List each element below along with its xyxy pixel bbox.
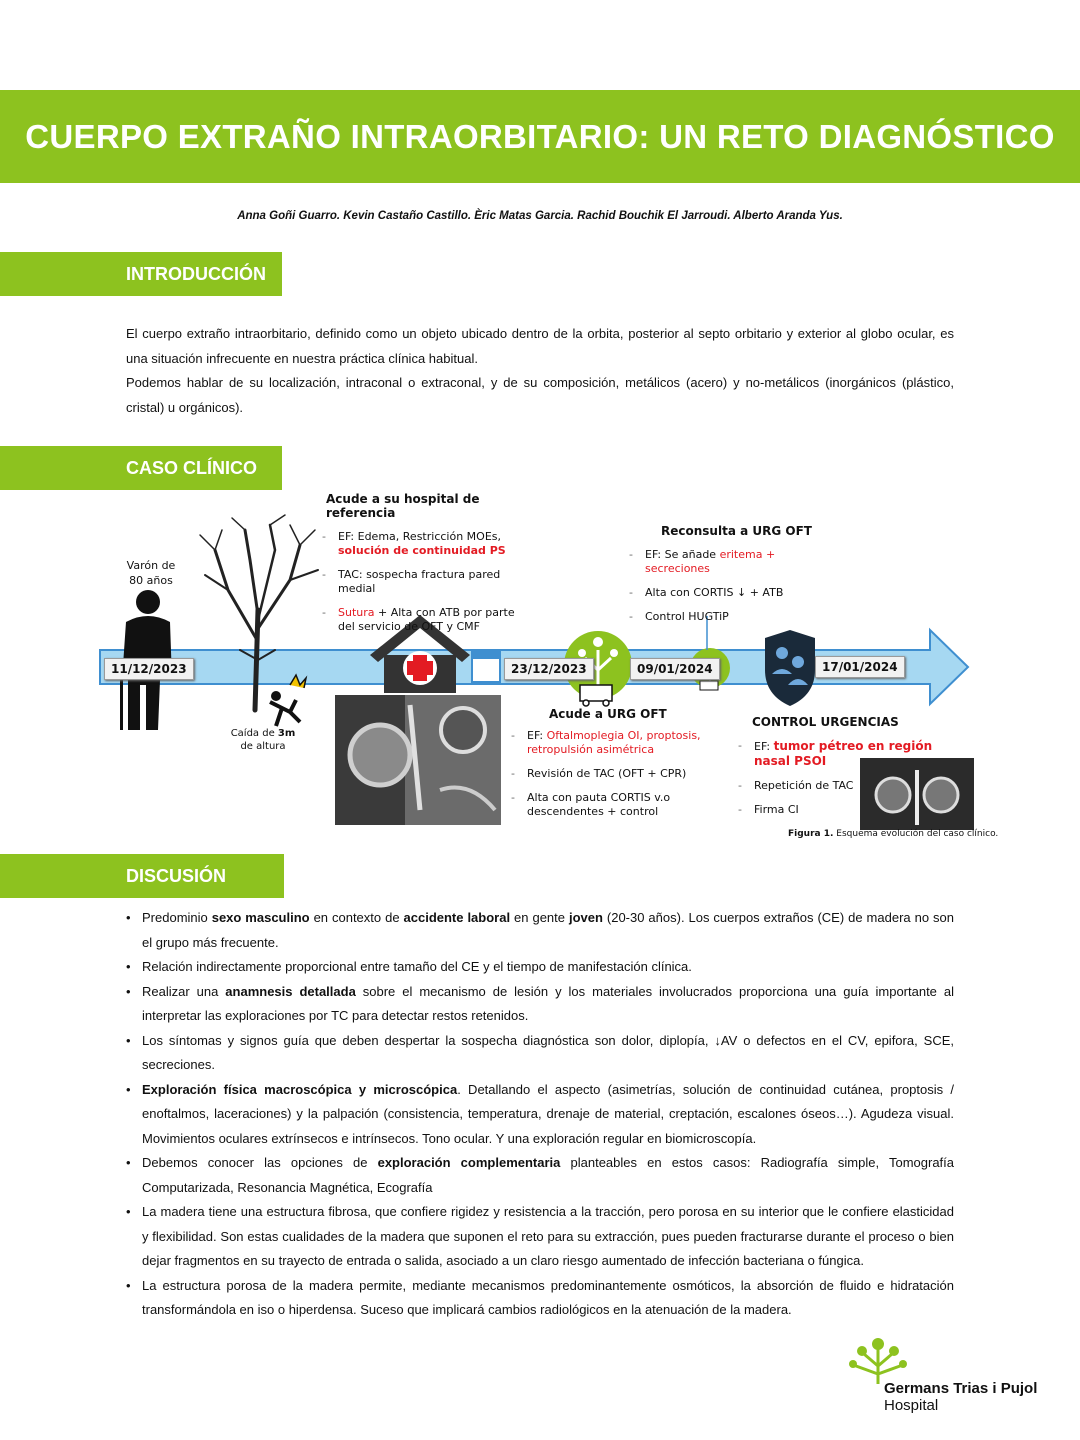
section-heading-caso-clinico: CASO CLÍNICO	[0, 446, 282, 490]
figure-caption: Figura 1. Esquema evolución del caso clínico.	[788, 829, 999, 839]
hospital-logo-icon	[848, 1336, 908, 1384]
poster-title: CUERPO EXTRAÑO INTRAORBITARIO: UN RETO DIAGNÓSTICO	[25, 117, 1055, 155]
hospital-block	[318, 492, 528, 644]
discussion-item: • Exploración física macroscópica y microscópica. Detallando el aspecto (asimetrías, solución de continuidad cutánea, proptosis / enoftalmos, laceraciones) y la palpación (consistencia, temperatura, drenaje de material, creptación, escalones óseos…). Agudeza visual. Movimientos oculares extrínsecos e intrínsecos. Tono ocular. Y una exploración regular en biomicroscopía.	[126, 1078, 954, 1152]
control-item-3: - Firma CI	[734, 803, 864, 817]
intro-text	[126, 322, 954, 420]
discussion-item: • Realizar una anamnesis detallada sobre el mecanismo de lesión y los materiales involucrados proporciona una guía importante al interpretar las exploraciones por TC para detectar restos retenidos.	[126, 980, 954, 1029]
date-3: 09/01/2024	[630, 658, 720, 680]
hospital-title: Acude a su hospital de referencia	[326, 492, 480, 520]
discussion-item: • La madera tiene una estructura fibrosa, que confiere rigidez y resistencia a la tracción, pero porosa en su interior que le confiere elasticidad y flexibilidad. Son estas cualidades de la madera que suponen el reto para su extracción, pues pueden fracturarse durante el proceso o bien dejar fragmentos en su trayecto de entrada o salida, asociado a un claro riesgo aumentado de infección bacteriana o fúngica.	[126, 1200, 954, 1274]
urg-oft-item-2: - Revisión de TAC (OFT + CPR)	[507, 767, 707, 781]
intro-paragraph-1: El cuerpo extraño intraorbitario, definido como un objeto ubicado dentro de la orbita, posterior al septo orbitario y exterior al globo ocular, es una situación infrecuente en nuestra práctica clínica habitual.	[126, 326, 954, 366]
discussion-item: • Los síntomas y signos guía que deben despertar la sospecha diagnóstica son dolor, diplopía, ↓AV o defectos en el CV, epifora, SCE, secreciones.	[126, 1029, 954, 1078]
discussion-item: • Debemos conocer las opciones de exploración complementaria planteables en estos casos: Radiografía simple, Tomografía Computarizada, Resonancia Magnética, Ecografía	[126, 1151, 954, 1200]
discussion-item: • Predominio sexo masculino en contexto de accidente laboral en gente joven (20-30 años). Los cuerpos extraños (CE) de madera no son el grupo más frecuente.	[126, 906, 954, 955]
logo-line-1: Germans Trias i Pujol	[884, 1380, 1038, 1397]
control-title: CONTROL URGENCIAS	[752, 715, 899, 729]
shield-doctor-icon	[765, 630, 815, 706]
urg-oft-block	[507, 707, 707, 829]
reconsulta-title: Reconsulta a URG OFT	[661, 524, 812, 538]
date-2: 23/12/2023	[504, 658, 594, 680]
hospital-item-2: - TAC: sospecha fractura pared medial	[318, 568, 528, 596]
section-heading-introduccion: INTRODUCCIÓN	[0, 252, 282, 296]
ambulance-icon	[580, 685, 612, 706]
discussion-list	[126, 906, 954, 1323]
discussion-item: • Relación indirectamente proporcional entre tamaño del CE y el tiempo de manifestación clínica.	[126, 955, 954, 980]
reconsulta-item-1: - EF: Se añade eritema + secreciones	[625, 548, 835, 576]
urg-oft-item-1: - EF: Oftalmoplegia OI, proptosis, retropulsión asimétrica	[507, 729, 707, 757]
urg-oft-item-3: - Alta con pauta CORTIS v.o descendentes + control	[507, 791, 707, 819]
hospital-logo-text	[884, 1380, 1037, 1414]
control-urgencias-block	[734, 715, 934, 827]
title-banner	[0, 90, 1080, 183]
reconsulta-item-3: - Control HUGTiP	[625, 610, 835, 624]
control-item-2: - Repetición de TAC	[734, 779, 864, 793]
discussion-item: • La estructura porosa de la madera permite, mediante mecanismos predominantemente osmóticos, la absorción de fluido e hidratación transformándola en iso o hiperdensa. Suceso que implicará cambios radiológicos en la atenuación de la madera.	[126, 1274, 954, 1323]
hospital-item-3: - Sutura + Alta con ATB por parte del servicio de OFT y CMF	[318, 606, 528, 634]
ct-scan-image-1	[335, 695, 501, 825]
fall-label: Caída de 3m de altura	[230, 728, 296, 752]
logo-line-2: Hospital	[884, 1397, 939, 1414]
control-item-1: - EF: tumor pétreo en región nasal PSOI	[734, 739, 934, 769]
reconsulta-item-2: - Alta con CORTIS ↓ + ATB	[625, 586, 835, 600]
authors: Anna Goñi Guarro. Kevin Castaño Castillo. Èric Matas Garcia. Rachid Bouchik El Jarroudi. Alberto Aranda Yus.	[237, 210, 843, 222]
date-4: 17/01/2024	[815, 656, 905, 678]
intro-paragraph-2: Podemos hablar de su localización, intraconal o extraconal, y de su composición, metálicos (acero) y no-metálicos (inorgánicos (plástico, cristal) u orgánicos).	[126, 375, 954, 415]
date-1: 11/12/2023	[104, 658, 194, 680]
urg-oft-title: Acude a URG OFT	[549, 707, 667, 721]
calendar-icon	[472, 652, 500, 682]
patient-label: Varón de 80 años	[126, 559, 176, 587]
section-heading-discusion: DISCUSIÓN	[0, 854, 284, 898]
reconsulta-block	[625, 524, 835, 634]
hospital-item-1: - EF: Edema, Restricción MOEs, solución de continuidad PS	[318, 530, 528, 558]
